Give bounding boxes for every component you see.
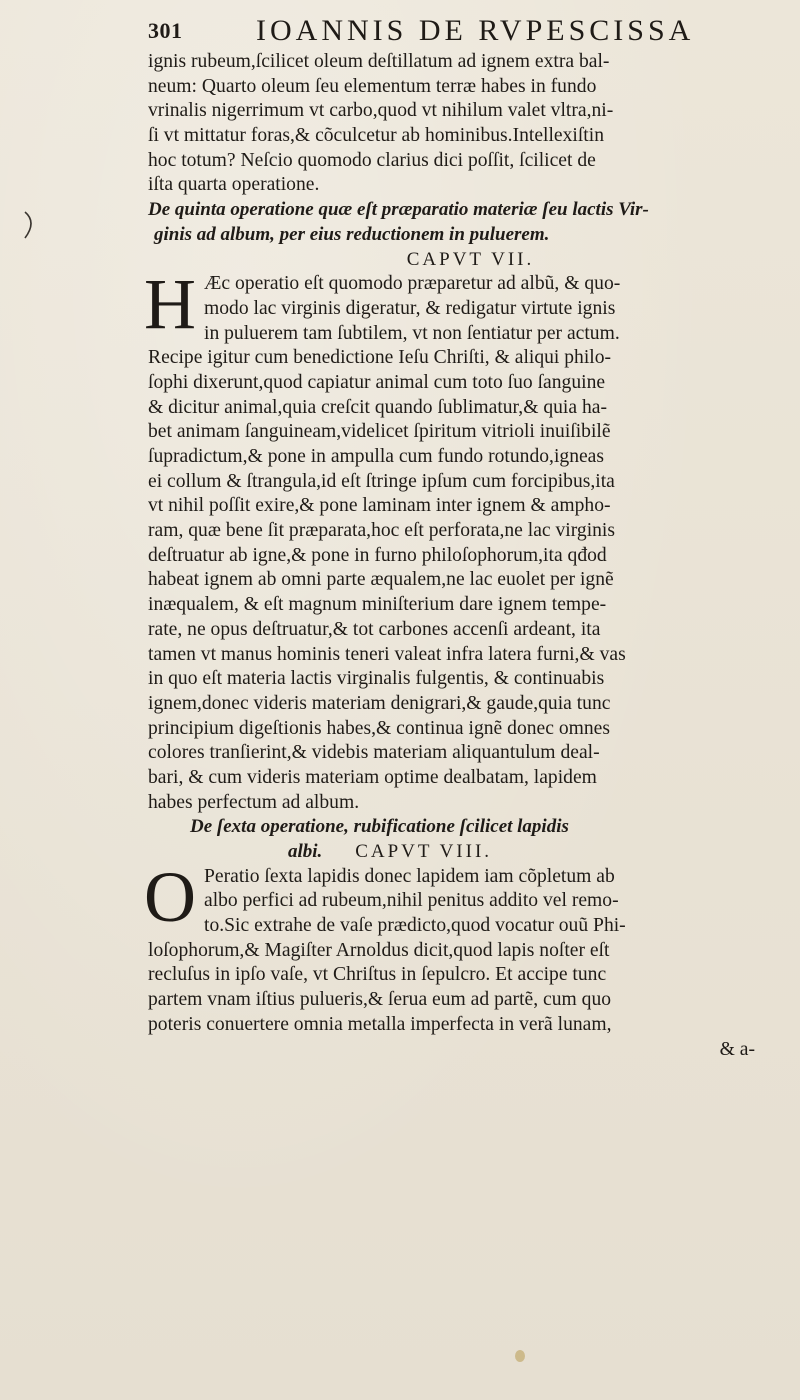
text-line: iſta quarta operatione. bbox=[148, 174, 320, 196]
text-line: deſtruatur ab igne,& pone in furno philoſophorum,ita qđod bbox=[148, 544, 607, 566]
heading-line: De ſexta operatione, rubificatione ſcilicet lapidis bbox=[190, 816, 569, 838]
page-header bbox=[148, 4, 778, 47]
paragraph-2 bbox=[144, 264, 793, 815]
heading-line: albi. bbox=[288, 841, 323, 862]
text-line: ram, quæ bene ſit præparata,hoc eſt perforata,ne lac virginis bbox=[148, 520, 615, 542]
text-line: habeat ignem ab omni parte æqualem,ne lac euolet per ignẽ bbox=[148, 569, 614, 591]
text-line: in quo eſt materia lactis virginalis fulgentis, & continuabis bbox=[148, 668, 605, 690]
text-line: principium digeſtionis habes,& continua ignẽ donec omnes bbox=[148, 717, 610, 739]
section-heading-sexta bbox=[148, 815, 793, 864]
text-line: hoc totum? Neſcio quomodo clarius dici poſſit, ſcilicet de bbox=[148, 149, 596, 171]
chapter-label: CAPVT VII. bbox=[406, 248, 535, 270]
text-line: Peratio ſexta lapidis donec lapidem iam cõpletum ab bbox=[204, 865, 615, 887]
text-line: poteris conuertere omnia metalla imperfecta in verã lunam, bbox=[148, 1013, 612, 1035]
heading-line: De quinta operatione quæ eſt præparatio materiæ ſeu lactis Vir- bbox=[148, 199, 649, 221]
text-line: Æc operatio eſt quomodo præparetur ad albũ, & quo- bbox=[204, 273, 621, 295]
drop-capital: O bbox=[144, 856, 196, 937]
text-line: loſophorum,& Magiſter Arnoldus dicit,quod lapis noſter eſt bbox=[148, 939, 610, 961]
text-line: vrinalis nigerrimum vt carbo,quod vt nihilum valet vltra,ni- bbox=[148, 100, 614, 122]
catchword: & a- bbox=[719, 1038, 755, 1060]
body-text bbox=[144, 50, 793, 1062]
paragraph-3 bbox=[144, 856, 793, 1038]
text-line: in puluerem tam ſubtilem, vt non ſentiatur per actum. bbox=[204, 322, 620, 344]
text-line: ſophi dixerunt,quod capiatur animal cum toto ſuo ſanguine bbox=[148, 371, 606, 393]
text-line: ignis rubeum,ſcilicet oleum deſtillatum ad ignem extra bal- bbox=[148, 51, 610, 72]
paper-stain bbox=[515, 1350, 525, 1362]
heading-line: ginis ad album, per eius reductionem in puluerem. bbox=[154, 223, 550, 245]
text-line: partem vnam iſtius pulueris,& ſerua eum ad partẽ, cum quo bbox=[148, 989, 612, 1011]
ink-bleed-mark bbox=[3, 210, 43, 240]
text-line: rate, ne opus deſtruatur,& tot carbones accenſi ardeant, ita bbox=[148, 618, 601, 640]
text-line: colores tranſierint,& videbis materiam aliquantulum deal- bbox=[148, 742, 600, 764]
text-line: habes perfectum ad album. bbox=[148, 791, 360, 813]
text-line: ſi vt mittatur foras,& cõculcetur ab hominibus.Intellexiſtin bbox=[148, 125, 604, 147]
chapter-label: CAPVT VIII. bbox=[355, 841, 493, 862]
text-line: vt nihil poſſit exire,& pone laminam inter ignem & ampho- bbox=[148, 495, 611, 517]
page-number: 301 bbox=[148, 18, 183, 43]
text-line: Recipe igitur cum benedictione Ieſu Chriſti, & aliqui philo- bbox=[148, 347, 612, 369]
text-line: inæqualem, & eſt magnum miniſterium dare ignem tempe- bbox=[148, 594, 607, 616]
text-line: neum: Quarto oleum ſeu elementum terræ habes in fundo bbox=[148, 75, 597, 97]
drop-capital: H bbox=[144, 264, 196, 345]
text-line: ei collum & ſtrangula,id eſt ſtringe ipſum cum forcipibus,ita bbox=[148, 470, 615, 492]
text-line: modo lac virginis digeratur, & redigatur virtute ignis bbox=[204, 297, 616, 319]
paragraph-1 bbox=[148, 50, 793, 198]
section-heading-quinta bbox=[148, 198, 793, 247]
text-line: ſupradictum,& pone in ampulla cum fundo rotundo,igneas bbox=[148, 446, 605, 467]
text-line: & dicitur animal,quia creſcit quando ſublimatur,& quia ha- bbox=[148, 396, 607, 418]
text-line: tamen vt manus hominis teneri valeat infra latera furni,& vas bbox=[148, 643, 626, 665]
text-line: bet animam ſanguineam,videlicet ſpiritum vitrioli inuiſibilẽ bbox=[148, 421, 611, 443]
text-line: bari, & cum videris materiam optime dealbatam, lapidem bbox=[148, 766, 597, 788]
text-line: recluſus in ipſo vaſe, vt Chriſtus in ſepulcro. Et accipe tunc bbox=[148, 964, 607, 986]
text-line: albo perfici ad rubeum,nihil penitus addito vel remo- bbox=[204, 890, 619, 912]
text-line: to.Sic extrahe de vaſe prædicto,quod vocatur ouũ Phi- bbox=[204, 915, 626, 937]
text-line: ignem,donec videris materiam denigrari,& gaude,quia tunc bbox=[148, 692, 611, 714]
running-head: IOANNIS DE RVPESCISSA bbox=[256, 14, 695, 47]
